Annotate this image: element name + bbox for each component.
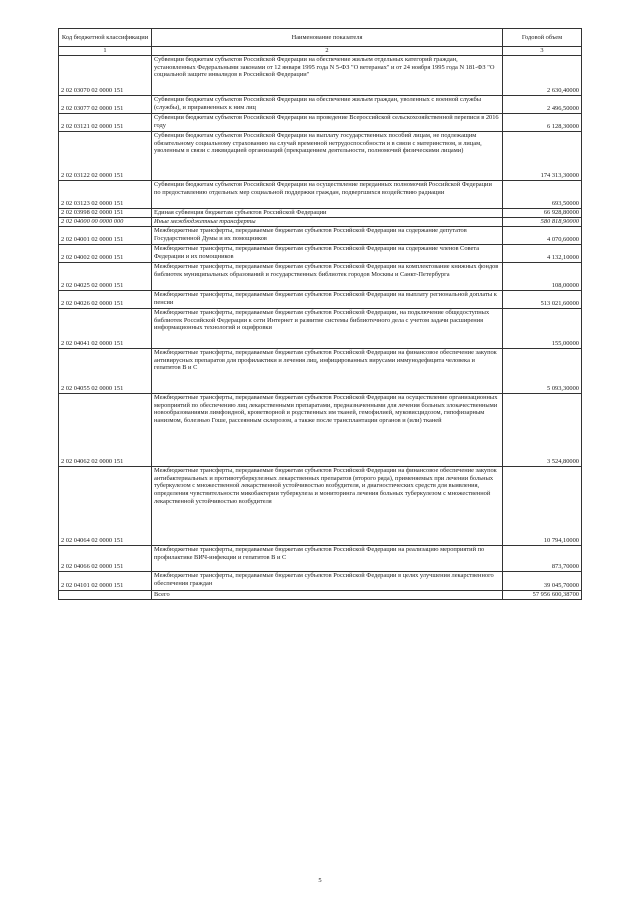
total-code-cell: [59, 590, 152, 599]
row-value: 3 524,80000: [503, 393, 582, 466]
table-row: [59, 113, 582, 131]
row-name: Межбюджетные трансферты, передаваемые бюджетам субъектов Российской Федерации, на подключение общедоступных библиотек Российской Федерации к сети Интернет и развитие системы библиотечного дела с учетом задачи расширения информационных технологий и оцифровки: [152, 308, 503, 348]
row-name: Межбюджетные трансферты, передаваемые бюджетам субъектов Российской Федерации в целях улучшения лекарственного обеспечения граждан: [152, 571, 503, 590]
row-name: Межбюджетные трансферты, передаваемые бюджетам субъектов Российской Федерации на содержание членов Совета Федерации и их помощников: [152, 244, 503, 262]
table-row: [59, 545, 582, 571]
row-value: 10 794,10000: [503, 466, 582, 545]
row-code: 2 02 04064 02 0000 151: [59, 466, 152, 545]
row-value: 6 128,30000: [503, 113, 582, 131]
row-code: 2 02 04101 02 0000 151: [59, 571, 152, 590]
row-value: 66 928,80000: [503, 208, 582, 217]
header-name: Наименование показателя: [152, 29, 503, 47]
row-value: 155,00000: [503, 308, 582, 348]
row-name: Субвенции бюджетам субъектов Российской Федерации на осуществление переданных полномочий Российской Федерации по предоставлению отдельных мер социальной поддержки граждан, подвергшихся воздействию радиации: [152, 180, 503, 208]
header-num-3: 3: [503, 47, 582, 56]
row-code: 2 02 04055 02 0000 151: [59, 348, 152, 393]
table-row: [59, 308, 582, 348]
row-value: 580 818,90000: [503, 217, 582, 226]
table-row: [59, 55, 582, 95]
row-code: 2 02 03121 02 0000 151: [59, 113, 152, 131]
row-name: Субвенции бюджетам субъектов Российской Федерации на обеспечение жильем граждан, уволенных с военной службы (службы), и приравненных к ним лиц: [152, 95, 503, 113]
row-code: 2 02 04001 02 0000 151: [59, 226, 152, 244]
header-value: Годовой объем: [503, 29, 582, 47]
row-code: 2 02 03122 02 0000 151: [59, 131, 152, 180]
total-value: 57 956 600,38700: [503, 590, 582, 599]
header-num-1: 1: [59, 47, 152, 56]
row-name: Межбюджетные трансферты, передаваемые бюджетам субъектов Российской Федерации на финансовое обеспечение закупок антивирусных препаратов для профилактики и лечения лиц, инфицированных вирусами иммунодефицита человека и гепатитов В и С: [152, 348, 503, 393]
row-name: Межбюджетные трансферты, передаваемые бюджетам субъектов Российской Федерации на выплату региональной доплаты к пенсии: [152, 290, 503, 308]
total-label: Всего: [152, 590, 503, 599]
row-value: 174 313,30000: [503, 131, 582, 180]
row-value: 513 021,60000: [503, 290, 582, 308]
row-name: Единая субвенция бюджетам субъектов Российской Федерации: [152, 208, 503, 217]
table-row: [59, 348, 582, 393]
row-code: 2 02 03077 02 0000 151: [59, 95, 152, 113]
table-row: [59, 180, 582, 208]
row-name: Межбюджетные трансферты, передаваемые бюджетам субъектов Российской Федерации на осуществление организационных мероприятий по обеспечению лиц лекарственными препаратами, предназначенными для лечения больных злокачественными новообразованиями лимфоидной, кроветворной и родственных им тканей, гемофилией, муковисцидозом, гипофизарным нанизмом, болезнью Гоше, рассеянным склерозом, а также после трансплантации органов и (или) тканей: [152, 393, 503, 466]
row-value: 693,50000: [503, 180, 582, 208]
budget-table: [58, 28, 582, 600]
row-code: 2 02 04041 02 0000 151: [59, 308, 152, 348]
row-value: 4 132,10000: [503, 244, 582, 262]
table-row: [59, 217, 582, 226]
row-value: 5 093,30000: [503, 348, 582, 393]
table-row: [59, 95, 582, 113]
row-value: 39 045,70000: [503, 571, 582, 590]
table-row: [59, 208, 582, 217]
row-code: 2 02 04025 02 0000 151: [59, 262, 152, 290]
row-name: Межбюджетные трансферты, передаваемые бюджетам субъектов Российской Федерации на содержание депутатов Государственной Думы и их помощников: [152, 226, 503, 244]
row-value: 2 630,40000: [503, 55, 582, 95]
table-row: [59, 290, 582, 308]
table-row: [59, 262, 582, 290]
table-row: [59, 131, 582, 180]
row-name: Субвенции бюджетам субъектов Российской Федерации на обеспечение жильем отдельных категорий граждан, установленных Федеральными законами от 12 января 1995 года N 5-ФЗ "О ветеранах" и от 24 ноября 1995 года N 181-ФЗ "О социальной защите инвалидов в Российской Федерации": [152, 55, 503, 95]
row-code: 2 02 04002 02 0000 151: [59, 244, 152, 262]
row-code: 2 02 04062 02 0000 151: [59, 393, 152, 466]
row-code: 2 02 03998 02 0000 151: [59, 208, 152, 217]
row-name: Субвенции бюджетам субъектов Российской Федерации на выплату государственных пособий лицам, не подлежащим обязательному социальному страхованию на случай временной нетрудоспособности и в связи с материнством, и лицам, уволенным в связи с ликвидацией организаций (прекращением деятельности, полномочий физическими лицами): [152, 131, 503, 180]
table-row: [59, 571, 582, 590]
row-value: 108,00000: [503, 262, 582, 290]
row-code: 2 02 03123 02 0000 151: [59, 180, 152, 208]
table-row: [59, 393, 582, 466]
row-code: 2 02 03070 02 0000 151: [59, 55, 152, 95]
page-number: 5: [318, 877, 322, 884]
row-name: Субвенции бюджетам субъектов Российской Федерации на проведение Всероссийской сельскохозяйственной переписи в 2016 году: [152, 113, 503, 131]
row-name: Межбюджетные трансферты, передаваемые бюджетам субъектов Российской Федерации на финансовое обеспечение закупок антибактериальных и противотуберкулезных лекарственных препаратов (второго ряда), применяемых при лечении больных туберкулезом с множественной лекарственной устойчивостью возбудителя, и диагностических средств для выявления, определения чувствительности микобактерии туберкулеза и мониторинга лечения больных туберкулезом с множественной лекарственной устойчивостью возбудителя: [152, 466, 503, 545]
table-row: [59, 466, 582, 545]
row-name: Иные межбюджетные трансферты: [152, 217, 503, 226]
table-body: [59, 55, 582, 590]
row-value: 4 070,60000: [503, 226, 582, 244]
row-code: 2 02 04066 02 0000 151: [59, 545, 152, 571]
row-name: Межбюджетные трансферты, передаваемые бюджетам субъектов Российской Федерации на реализацию мероприятий по профилактике ВИЧ-инфекции и гепатитов В и С: [152, 545, 503, 571]
header-code: Код бюджетной классификации: [59, 29, 152, 47]
table-row: [59, 226, 582, 244]
row-value: 873,70000: [503, 545, 582, 571]
row-value: 2 496,50000: [503, 95, 582, 113]
row-name: Межбюджетные трансферты, передаваемые бюджетам субъектов Российской Федерации на комплектование книжных фондов библиотек муниципальных образований и государственных библиотек городов Москвы и Санкт-Петербурга: [152, 262, 503, 290]
table-row: [59, 244, 582, 262]
header-num-2: 2: [152, 47, 503, 56]
row-code: 2 02 04000 00 0000 000: [59, 217, 152, 226]
row-code: 2 02 04026 02 0000 151: [59, 290, 152, 308]
